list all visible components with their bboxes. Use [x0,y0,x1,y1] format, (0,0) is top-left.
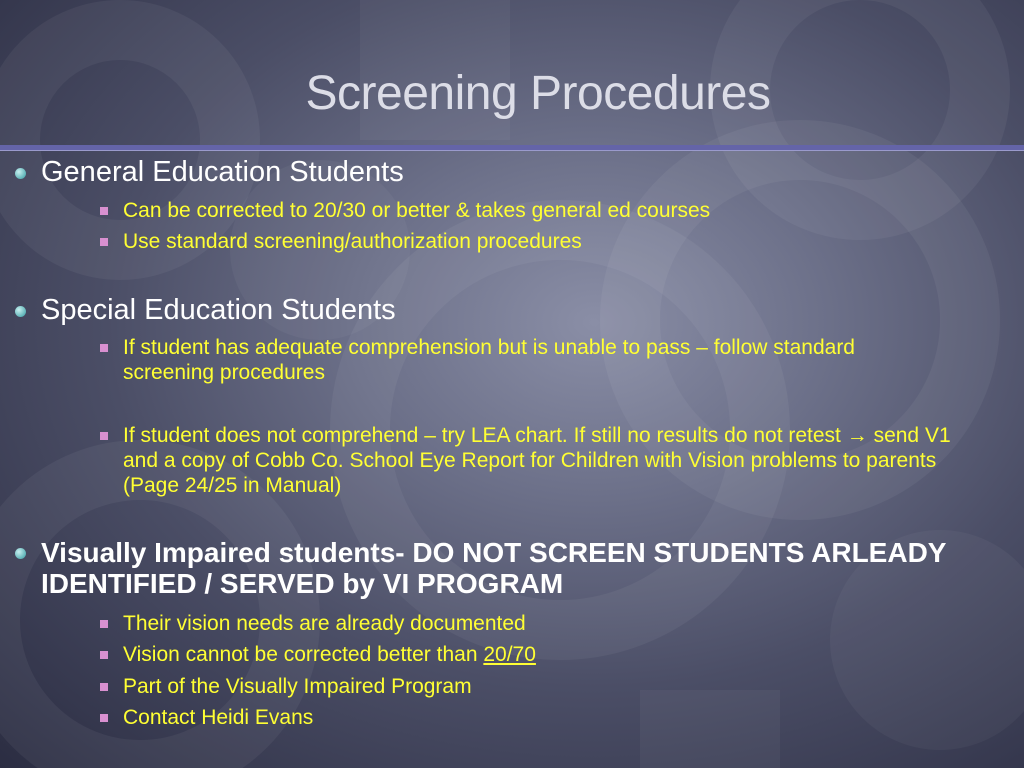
list-item: If student has adequate comprehension but is unable to pass – follow standard screening procedures [123,336,855,384]
sub-bullet-icon [100,238,108,246]
slide-title: Screening Procedures [305,67,771,120]
sub-bullet-icon [100,432,108,440]
list-item: Can be corrected to 20/30 or better & takes general ed courses [123,199,711,222]
sub-bullet-icon [100,714,108,722]
list-item: Their vision needs are already documented [123,612,526,635]
list-item [123,642,983,667]
section-heading-visually-impaired: Visually Impaired students- DO NOT SCREEN STUDENTS ARLEADY IDENTIFIED / SERVED by VI PROGRAM [41,537,946,599]
list-item-text: Vision cannot be corrected better than [123,643,478,666]
sub-bullet-icon [100,344,108,352]
sub-bullet-icon [100,207,108,215]
sub-bullet-icon [100,620,108,628]
list-item: Contact Heidi Evans [123,706,314,729]
underlined-value: 20/70 [483,643,536,666]
list-item-text: If student does not comprehend – try LEA chart. If still no results do not retest [123,424,841,447]
section-heading-general-ed: General Education Students [41,156,404,188]
list-item-text: send V1 and a copy of Cobb Co. School Eye Report for Children with Vision problems to parents (Page 24/25 in Manual) [123,424,951,497]
bullet-icon [15,306,26,317]
sub-bullet-icon [100,683,108,691]
bullet-icon [15,548,26,559]
bullet-icon [15,168,26,179]
list-item [123,423,973,498]
list-item: Use standard screening/authorization procedures [123,230,582,253]
section-heading-special-ed: Special Education Students [41,294,396,326]
list-item: Part of the Visually Impaired Program [123,675,472,698]
sub-bullet-icon [100,651,108,659]
arrow-right-icon: → [846,424,868,447]
